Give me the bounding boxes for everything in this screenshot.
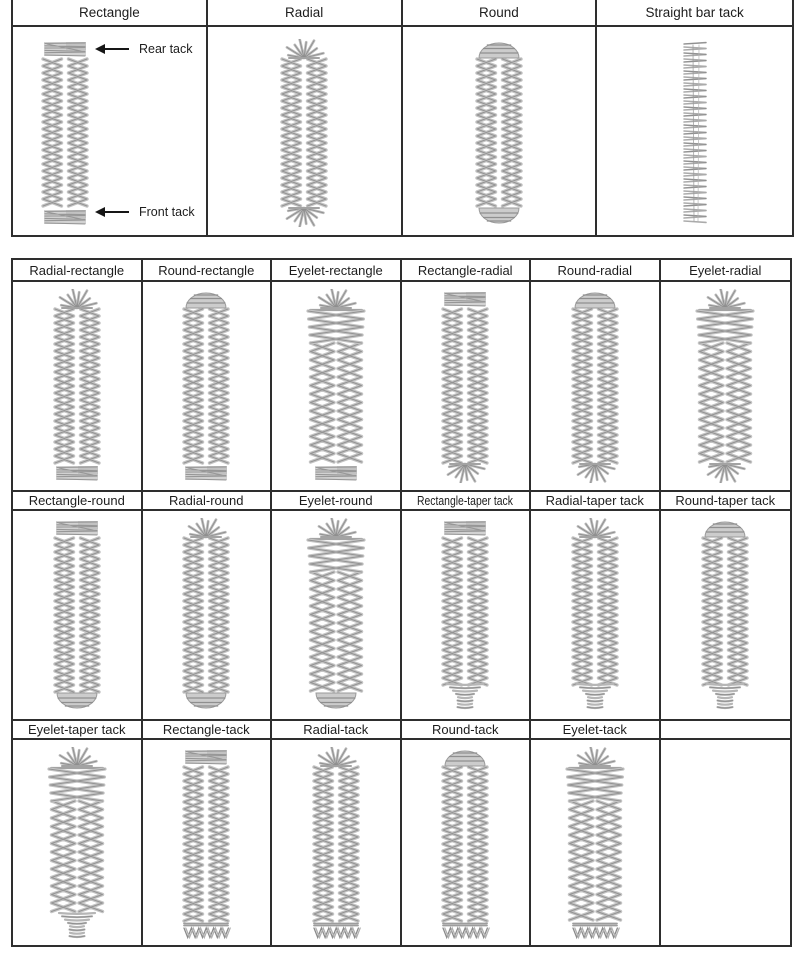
stitch-label: Radial-tack <box>303 722 369 737</box>
stitch-cell-round-taper-tack <box>661 511 791 719</box>
stitch-label: Round <box>478 5 519 20</box>
stitch-illustration-rectangle-round <box>45 518 109 712</box>
stitch-label: Rectangle-taper tack <box>417 493 514 508</box>
stitch-illustration-round-rectangle <box>174 289 238 483</box>
column-header <box>13 0 208 27</box>
stitch-cell-round-radial <box>531 282 661 490</box>
stitch-label-cell <box>531 260 661 282</box>
stitch-illustration-rectangle-taper-tack <box>433 518 497 712</box>
stitch-cell-round-rectangle <box>143 282 273 490</box>
stitch-cell-radial-rectangle <box>13 282 143 490</box>
stitch-label-cell <box>13 490 143 511</box>
stitch-label-cell <box>272 490 402 511</box>
stitch-cell-eyelet-round <box>272 511 402 719</box>
stitch-label: Radial-round <box>169 493 244 508</box>
stitch-label: Radial-taper tack <box>545 493 644 508</box>
stitch-illustration-round-taper-tack <box>693 518 757 712</box>
stitch-label-cell <box>272 719 402 740</box>
column-header <box>403 0 598 27</box>
stitch-cell-eyelet-taper-tack <box>13 740 143 945</box>
stitch-label: Round-tack <box>432 722 499 737</box>
stitch-illustration-eyelet-taper-tack <box>45 747 109 941</box>
stitch-illustration-rectangle-tack <box>174 747 238 941</box>
stitch-label-cell <box>402 260 532 282</box>
stitch-label: Eyelet-tack <box>562 722 627 737</box>
stitch-label: Round-rectangle <box>158 262 255 278</box>
stitch-label-cell <box>143 719 273 740</box>
stitch-cell-rectangle-taper-tack <box>402 511 532 719</box>
column-header <box>597 0 792 27</box>
stitch-cell-eyelet-radial <box>661 282 791 490</box>
stitch-label: Eyelet-rectangle <box>288 262 383 278</box>
stitch-illustration-straight-bar-tack <box>663 39 727 227</box>
stitch-label: Eyelet-radial <box>689 262 762 278</box>
stitch-label: Straight bar tack <box>645 5 744 20</box>
annotation-front-tack <box>95 204 195 220</box>
stitch-cell-rectangle-radial <box>402 282 532 490</box>
left-arrow-icon <box>104 211 129 213</box>
stitch-cell-round <box>403 27 598 235</box>
stitch-label-cell <box>661 490 791 511</box>
stitch-label-cell <box>13 260 143 282</box>
stitch-illustration-rectangle-radial <box>433 289 497 483</box>
stitch-illustration-radial-rectangle <box>45 289 109 483</box>
stitch-label: Rectangle-radial <box>417 262 513 278</box>
stitch-cell-straight-bar-tack <box>597 27 792 235</box>
stitch-illustration-eyelet-tack <box>563 747 627 941</box>
stitch-label-cell <box>531 719 661 740</box>
stitch-cell-eyelet-rectangle <box>272 282 402 490</box>
stitch-label-cell <box>143 490 273 511</box>
stitch-illustration-round <box>467 39 531 227</box>
stitch-label: Radial-rectangle <box>29 262 125 278</box>
column-header <box>208 0 403 27</box>
stitch-cell-radial-taper-tack <box>531 511 661 719</box>
stitch-cell-rectangle-round <box>13 511 143 719</box>
stitch-cell-radial <box>208 27 403 235</box>
stitch-label-cell <box>661 719 791 740</box>
stitch-label: Eyelet-round <box>298 493 373 508</box>
stitch-label: Rectangle-tack <box>162 722 250 737</box>
stitch-label-cell <box>661 260 791 282</box>
stitch-illustration-radial-round <box>174 518 238 712</box>
annotation-text: Rear tack <box>139 42 193 56</box>
stitch-label-cell <box>13 719 143 740</box>
stitch-label-cell <box>272 260 402 282</box>
stitch-label-cell <box>531 490 661 511</box>
stitch-label: Rectangle <box>78 5 140 20</box>
stitch-illustration-round-radial <box>563 289 627 483</box>
stitch-label: Eyelet-taper tack <box>27 722 126 737</box>
stitch-illustration-eyelet-round <box>304 518 368 712</box>
stitch-cell-rectangle <box>13 27 208 235</box>
stitch-illustration-radial <box>272 39 336 227</box>
stitch-label: Rectangle-round <box>28 493 125 508</box>
stitch-illustration-radial-tack <box>304 747 368 941</box>
left-arrow-icon <box>104 48 129 50</box>
stitch-illustration-eyelet-rectangle <box>304 289 368 483</box>
annotation-text: Front tack <box>139 205 195 219</box>
stitch-cell-eyelet-tack <box>531 740 661 945</box>
stitch-illustration-eyelet-radial <box>693 289 757 483</box>
stitch-table-1 <box>11 0 794 237</box>
stitch-illustration-round-tack <box>433 747 497 941</box>
stitch-label-cell <box>143 260 273 282</box>
stitch-label: Round-radial <box>557 262 632 278</box>
stitch-cell-radial-round <box>143 511 273 719</box>
stitch-cell-round-tack <box>402 740 532 945</box>
stitch-illustration-rectangle <box>33 39 97 227</box>
annotation-rear-tack <box>95 41 193 57</box>
stitch-label-cell <box>402 490 532 511</box>
stitch-label-cell <box>402 719 532 740</box>
stitch-illustration-radial-taper-tack <box>563 518 627 712</box>
stitch-cell-radial-tack <box>272 740 402 945</box>
stitch-cell-rectangle-tack <box>143 740 273 945</box>
stitch-cell-blank <box>661 740 791 945</box>
stitch-table-2 <box>11 258 792 947</box>
stitch-label: Radial <box>284 5 324 20</box>
stitch-label: Round-taper tack <box>675 493 776 508</box>
